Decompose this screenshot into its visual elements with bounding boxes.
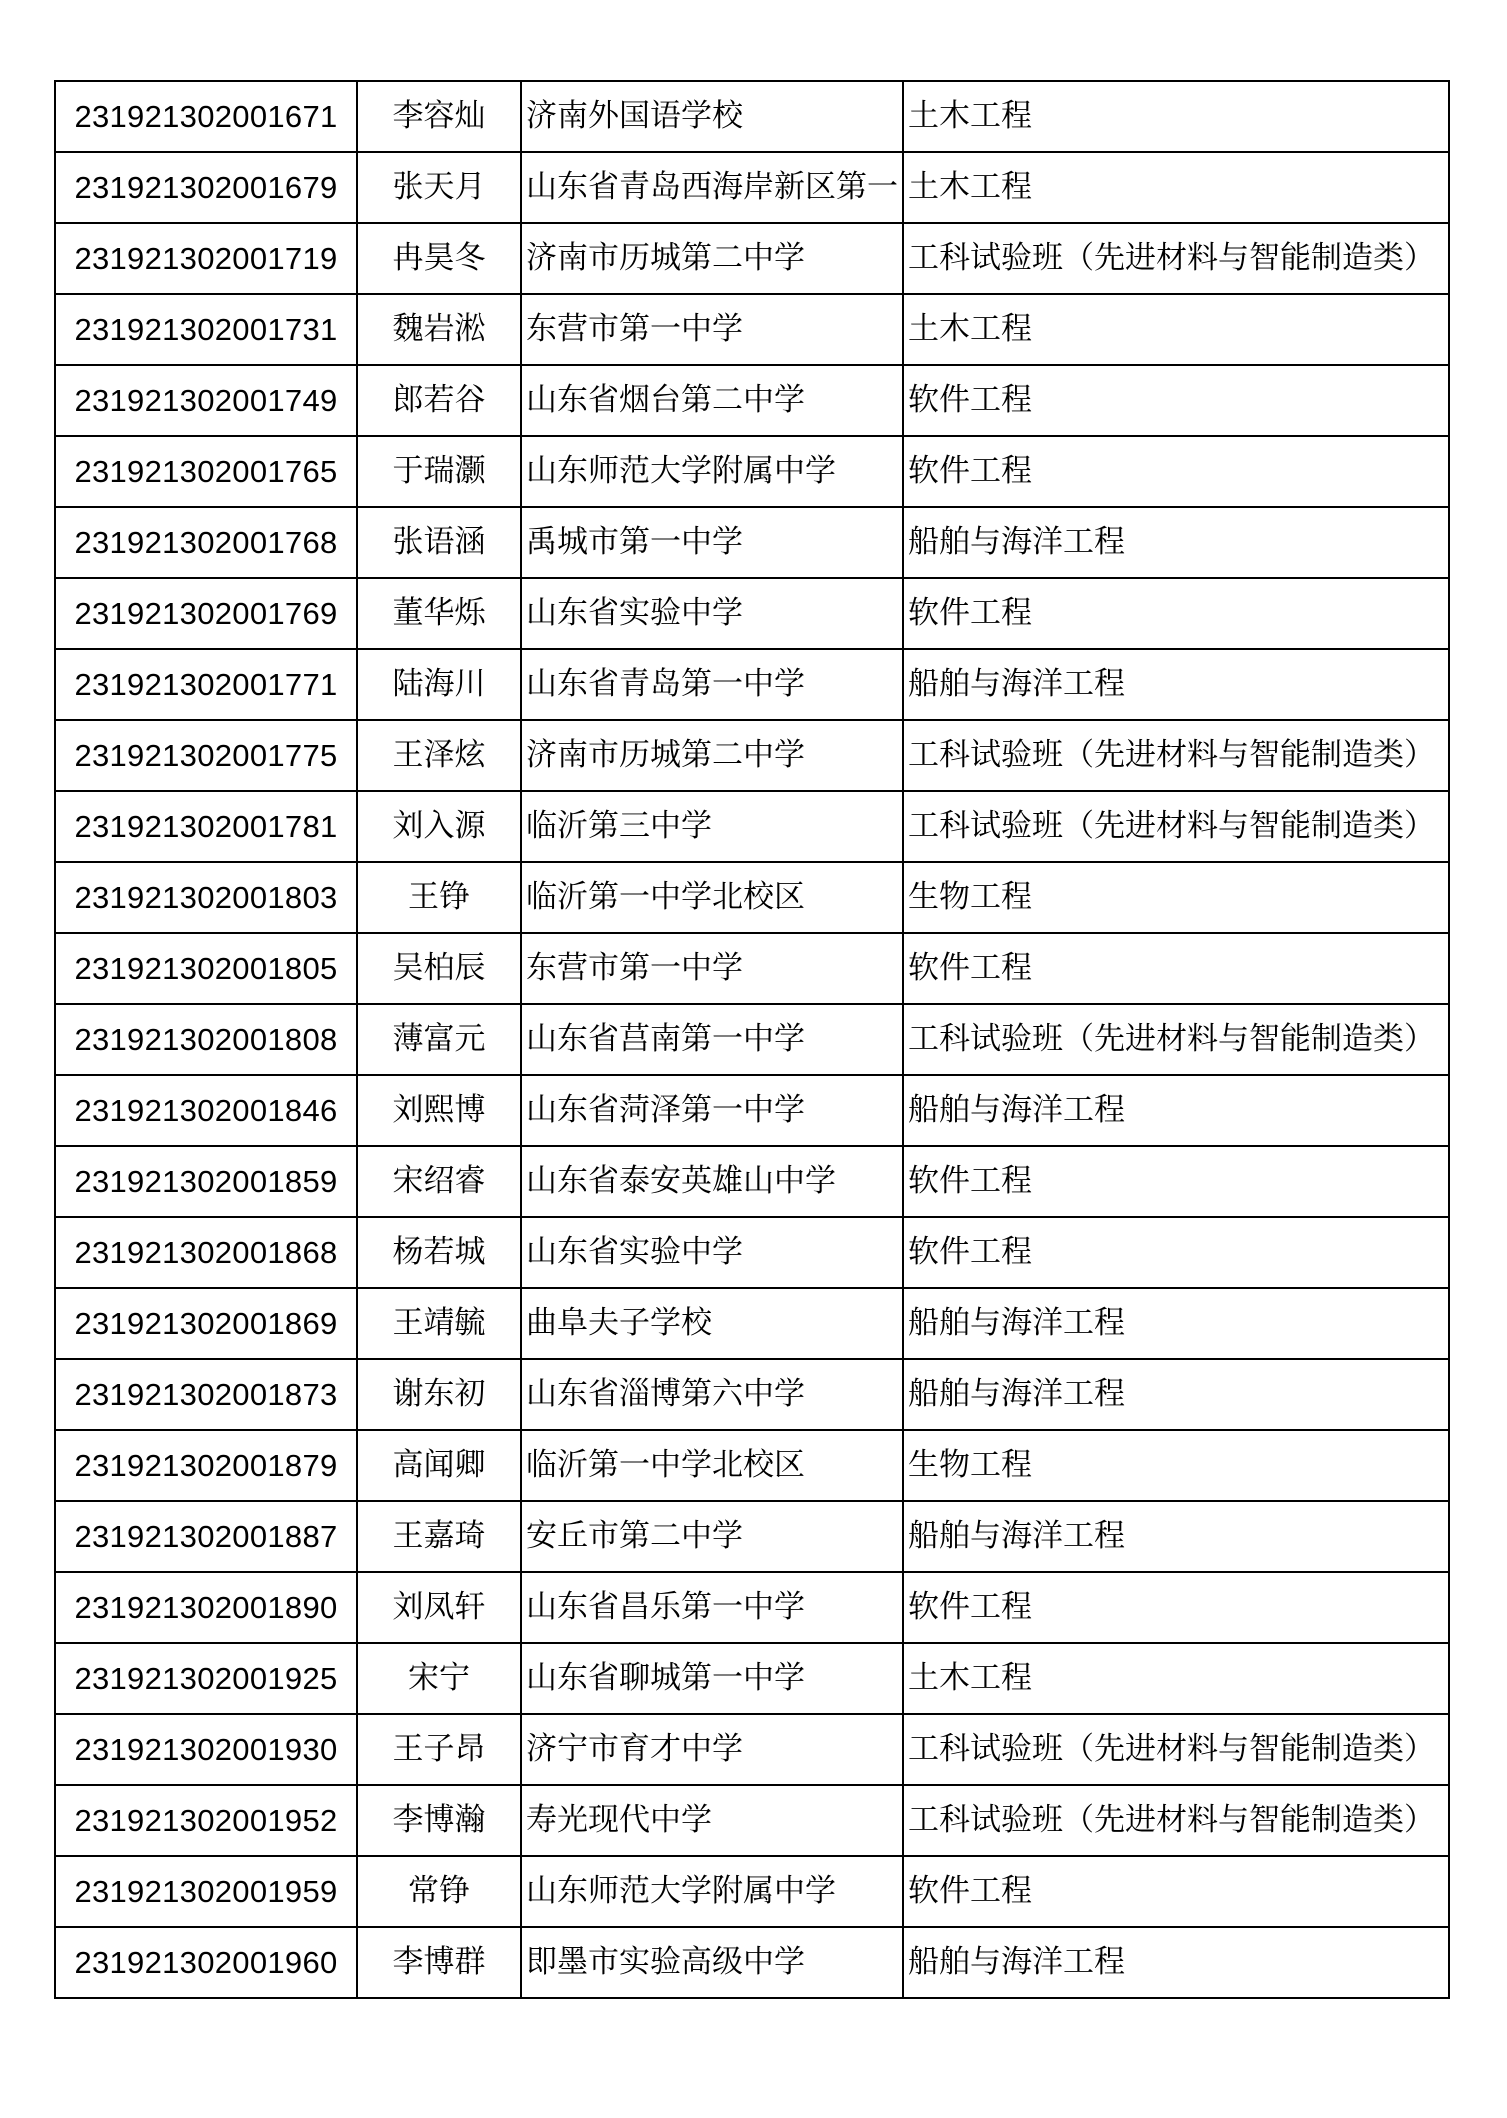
table-row (55, 81, 1449, 152)
school-name-cell: 山东师范大学附属中学 (521, 1856, 903, 1927)
table-row (55, 1927, 1449, 1998)
school-name-cell: 济南市历城第二中学 (521, 223, 903, 294)
candidate-id-cell: 231921302001952 (55, 1785, 357, 1856)
major-cell: 船舶与海洋工程 (903, 1927, 1449, 1998)
candidate-id-cell: 231921302001768 (55, 507, 357, 578)
major-cell: 软件工程 (903, 365, 1449, 436)
major-cell: 船舶与海洋工程 (903, 649, 1449, 720)
school-name-cell: 山东省烟台第二中学 (521, 365, 903, 436)
candidate-id-cell: 231921302001775 (55, 720, 357, 791)
school-name-cell: 安丘市第二中学 (521, 1501, 903, 1572)
school-name-cell: 济宁市育才中学 (521, 1714, 903, 1785)
table-row (55, 720, 1449, 791)
table-row (55, 436, 1449, 507)
candidate-id-cell: 231921302001930 (55, 1714, 357, 1785)
school-name-cell: 临沂第三中学 (521, 791, 903, 862)
candidate-id-cell: 231921302001887 (55, 1501, 357, 1572)
candidate-id-cell: 231921302001873 (55, 1359, 357, 1430)
candidate-id-cell: 231921302001868 (55, 1217, 357, 1288)
table-row (55, 1501, 1449, 1572)
candidate-id-cell: 231921302001731 (55, 294, 357, 365)
table-row (55, 862, 1449, 933)
major-cell: 船舶与海洋工程 (903, 507, 1449, 578)
major-cell: 土木工程 (903, 152, 1449, 223)
table-body (55, 81, 1449, 1998)
school-name-cell: 山东省淄博第六中学 (521, 1359, 903, 1430)
student-name-cell: 李容灿 (357, 81, 521, 152)
major-cell: 软件工程 (903, 1146, 1449, 1217)
table-row (55, 1643, 1449, 1714)
candidate-id-cell: 231921302001879 (55, 1430, 357, 1501)
student-name-cell: 刘入源 (357, 791, 521, 862)
school-name-cell: 寿光现代中学 (521, 1785, 903, 1856)
major-cell: 工科试验班（先进材料与智能制造类） (903, 1785, 1449, 1856)
candidate-id-cell: 231921302001890 (55, 1572, 357, 1643)
major-cell: 工科试验班（先进材料与智能制造类） (903, 791, 1449, 862)
table-row (55, 1288, 1449, 1359)
major-cell: 软件工程 (903, 1856, 1449, 1927)
school-name-cell: 山东省聊城第一中学 (521, 1643, 903, 1714)
table-row (55, 933, 1449, 1004)
major-cell: 土木工程 (903, 294, 1449, 365)
table-row (55, 1146, 1449, 1217)
school-name-cell: 山东省实验中学 (521, 1217, 903, 1288)
candidate-id-cell: 231921302001960 (55, 1927, 357, 1998)
school-name-cell: 山东师范大学附属中学 (521, 436, 903, 507)
candidate-id-cell: 231921302001765 (55, 436, 357, 507)
major-cell: 生物工程 (903, 862, 1449, 933)
table-row (55, 1785, 1449, 1856)
major-cell: 工科试验班（先进材料与智能制造类） (903, 720, 1449, 791)
table-row (55, 1217, 1449, 1288)
student-name-cell: 刘熙博 (357, 1075, 521, 1146)
school-name-cell: 山东省莒南第一中学 (521, 1004, 903, 1075)
student-name-cell: 王泽炫 (357, 720, 521, 791)
table-row (55, 294, 1449, 365)
major-cell: 工科试验班（先进材料与智能制造类） (903, 1714, 1449, 1785)
school-name-cell: 山东省菏泽第一中学 (521, 1075, 903, 1146)
student-name-cell: 宋绍睿 (357, 1146, 521, 1217)
table-row (55, 1856, 1449, 1927)
table-row (55, 1714, 1449, 1785)
school-name-cell: 济南市历城第二中学 (521, 720, 903, 791)
table-row (55, 578, 1449, 649)
candidate-id-cell: 231921302001671 (55, 81, 357, 152)
table-row (55, 1004, 1449, 1075)
student-name-cell: 高闻卿 (357, 1430, 521, 1501)
candidate-id-cell: 231921302001846 (55, 1075, 357, 1146)
candidate-id-cell: 231921302001771 (55, 649, 357, 720)
candidate-id-cell: 231921302001959 (55, 1856, 357, 1927)
table-row (55, 1075, 1449, 1146)
student-name-cell: 于瑞灏 (357, 436, 521, 507)
student-name-cell: 刘凤轩 (357, 1572, 521, 1643)
major-cell: 软件工程 (903, 578, 1449, 649)
student-name-cell: 张天月 (357, 152, 521, 223)
candidate-id-cell: 231921302001869 (55, 1288, 357, 1359)
major-cell: 生物工程 (903, 1430, 1449, 1501)
table-row (55, 1359, 1449, 1430)
school-name-cell: 东营市第一中学 (521, 294, 903, 365)
table-row (55, 365, 1449, 436)
candidate-id-cell: 231921302001803 (55, 862, 357, 933)
school-name-cell: 山东省实验中学 (521, 578, 903, 649)
table-row (55, 649, 1449, 720)
student-name-cell: 宋宁 (357, 1643, 521, 1714)
school-name-cell: 济南外国语学校 (521, 81, 903, 152)
major-cell: 工科试验班（先进材料与智能制造类） (903, 1004, 1449, 1075)
student-name-cell: 张语涵 (357, 507, 521, 578)
school-name-cell: 即墨市实验高级中学 (521, 1927, 903, 1998)
major-cell: 软件工程 (903, 436, 1449, 507)
table-row (55, 791, 1449, 862)
student-name-cell: 王铮 (357, 862, 521, 933)
candidate-id-cell: 231921302001769 (55, 578, 357, 649)
major-cell: 土木工程 (903, 81, 1449, 152)
school-name-cell: 临沂第一中学北校区 (521, 862, 903, 933)
major-cell: 土木工程 (903, 1643, 1449, 1714)
candidate-id-cell: 231921302001925 (55, 1643, 357, 1714)
student-name-cell: 陆海川 (357, 649, 521, 720)
school-name-cell: 山东省青岛第一中学 (521, 649, 903, 720)
candidate-id-cell: 231921302001859 (55, 1146, 357, 1217)
table-row (55, 152, 1449, 223)
school-name-cell: 山东省泰安英雄山中学 (521, 1146, 903, 1217)
table-row (55, 223, 1449, 294)
school-name-cell: 山东省青岛西海岸新区第一 (521, 152, 903, 223)
candidate-id-cell: 231921302001781 (55, 791, 357, 862)
student-name-cell: 杨若城 (357, 1217, 521, 1288)
school-name-cell: 山东省昌乐第一中学 (521, 1572, 903, 1643)
major-cell: 工科试验班（先进材料与智能制造类） (903, 223, 1449, 294)
student-name-cell: 王靖毓 (357, 1288, 521, 1359)
admission-list-table (54, 80, 1450, 1999)
candidate-id-cell: 231921302001805 (55, 933, 357, 1004)
student-name-cell: 王嘉琦 (357, 1501, 521, 1572)
candidate-id-cell: 231921302001719 (55, 223, 357, 294)
candidate-id-cell: 231921302001679 (55, 152, 357, 223)
major-cell: 软件工程 (903, 1572, 1449, 1643)
school-name-cell: 临沂第一中学北校区 (521, 1430, 903, 1501)
student-name-cell: 谢东初 (357, 1359, 521, 1430)
school-name-cell: 曲阜夫子学校 (521, 1288, 903, 1359)
major-cell: 软件工程 (903, 933, 1449, 1004)
student-name-cell: 李博群 (357, 1927, 521, 1998)
student-name-cell: 郎若谷 (357, 365, 521, 436)
student-name-cell: 董华烁 (357, 578, 521, 649)
major-cell: 船舶与海洋工程 (903, 1359, 1449, 1430)
student-name-cell: 薄富元 (357, 1004, 521, 1075)
school-name-cell: 禹城市第一中学 (521, 507, 903, 578)
student-name-cell: 李博瀚 (357, 1785, 521, 1856)
school-name-cell: 东营市第一中学 (521, 933, 903, 1004)
table-row (55, 1572, 1449, 1643)
major-cell: 船舶与海洋工程 (903, 1075, 1449, 1146)
candidate-id-cell: 231921302001808 (55, 1004, 357, 1075)
table-row (55, 507, 1449, 578)
major-cell: 船舶与海洋工程 (903, 1288, 1449, 1359)
student-name-cell: 冉昊冬 (357, 223, 521, 294)
major-cell: 船舶与海洋工程 (903, 1501, 1449, 1572)
student-name-cell: 吴柏辰 (357, 933, 521, 1004)
candidate-id-cell: 231921302001749 (55, 365, 357, 436)
student-name-cell: 常铮 (357, 1856, 521, 1927)
student-name-cell: 魏岩淞 (357, 294, 521, 365)
student-name-cell: 王子昂 (357, 1714, 521, 1785)
major-cell: 软件工程 (903, 1217, 1449, 1288)
table-row (55, 1430, 1449, 1501)
